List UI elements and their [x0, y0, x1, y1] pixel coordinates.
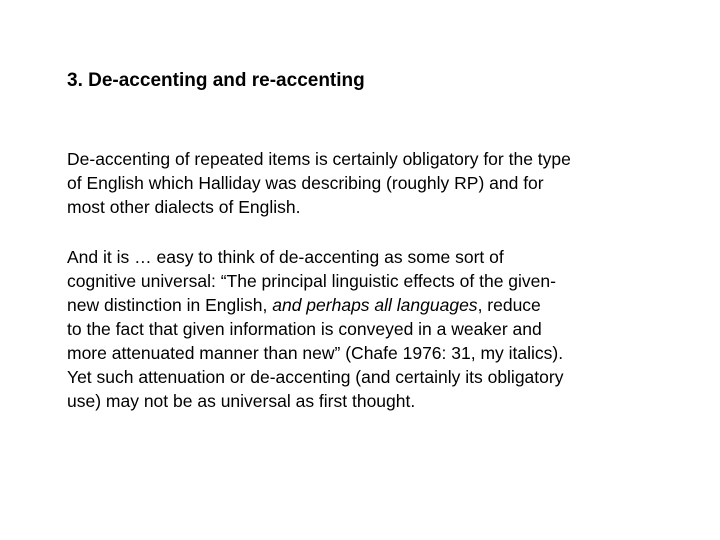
- line-text: new distinction in English,: [67, 295, 273, 315]
- paragraph-2-line: cognitive universal: “The principal linguistic effects of the given-: [67, 271, 556, 291]
- paragraph-2-line: And it is … easy to think of de-accenting as some sort of: [67, 247, 504, 267]
- paragraph-1-line: of English which Halliday was describing (roughly RP) and for: [67, 173, 544, 193]
- paragraph-1-line: De-accenting of repeated items is certainly obligatory for the type: [67, 149, 571, 169]
- paragraph-2: [67, 245, 563, 413]
- paragraph-2-line: Yet such attenuation or de-accenting (and certainly its obligatory: [67, 367, 564, 387]
- paragraph-2-line: use) may not be as universal as first thought.: [67, 391, 416, 411]
- italic-phrase: and perhaps all languages: [272, 295, 478, 315]
- paragraph-2-line: [67, 293, 563, 317]
- paragraph-1-line: most other dialects of English.: [67, 197, 301, 217]
- paragraph-1: [67, 147, 571, 219]
- line-text: , reduce: [477, 295, 541, 315]
- paragraph-2-line: more attenuated manner than new” (Chafe 1976: 31, my italics).: [67, 343, 564, 363]
- slide-title: 3. De-accenting and re-accenting: [67, 70, 365, 91]
- paragraph-2-line: to the fact that given information is conveyed in a weaker and: [67, 319, 542, 339]
